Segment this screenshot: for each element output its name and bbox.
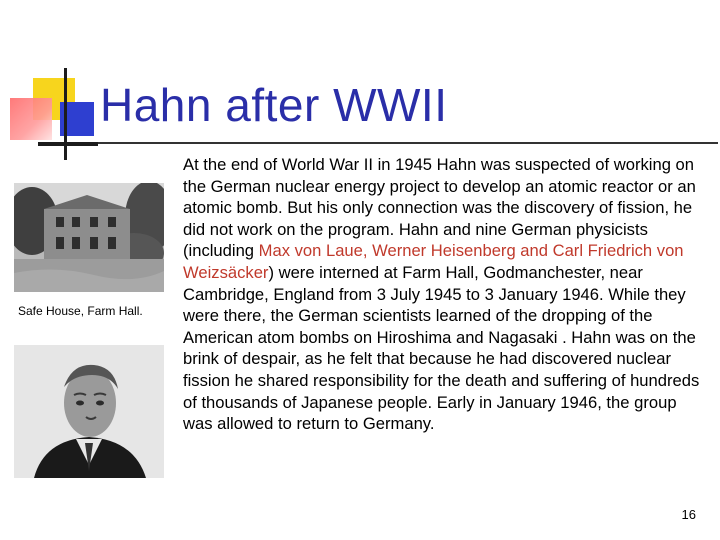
- vertical-rule: [64, 68, 67, 160]
- photo-caption: Safe House, Farm Hall.: [18, 304, 143, 318]
- body-text-after: ) were interned at Farm Hall, Godmanchester, near Cambridge, England from 3 July 1945 to 3 January 1946. While they were there, the German scientists learned of the dropping of the American atom bombs on Hiroshima and Nagasaki . Hahn was on the brink of despair, as he felt that because he had discovered nuclear fission he shared responsibility for the death and suffering of hundreds of thousands of Japanese people. Early in January 1946, the group was allowed to return to Germany.: [183, 262, 700, 434]
- title-underline-accent: [38, 142, 98, 146]
- page-number: 16: [681, 507, 696, 522]
- slide-title: Hahn after WWII: [100, 79, 448, 131]
- physicists-highlight: Max von Laue, Werner Heisenberg and Carl Friedrich von Weizsäcker: [183, 241, 684, 282]
- red-square-decoration: [10, 98, 52, 140]
- title-underline: [38, 142, 718, 144]
- body-paragraph: [183, 154, 703, 435]
- farm-hall-photo: [14, 183, 164, 292]
- body-text-before: At the end of World War II in 1945 Hahn was suspected of working on the German nuclear energy project to develop an atomic reactor or an atomic bomb. But his only connection was the discovery of fission, he did not work on the program. Hahn and nine German physicists (including: [183, 155, 696, 261]
- otto-hahn-portrait: [14, 345, 164, 478]
